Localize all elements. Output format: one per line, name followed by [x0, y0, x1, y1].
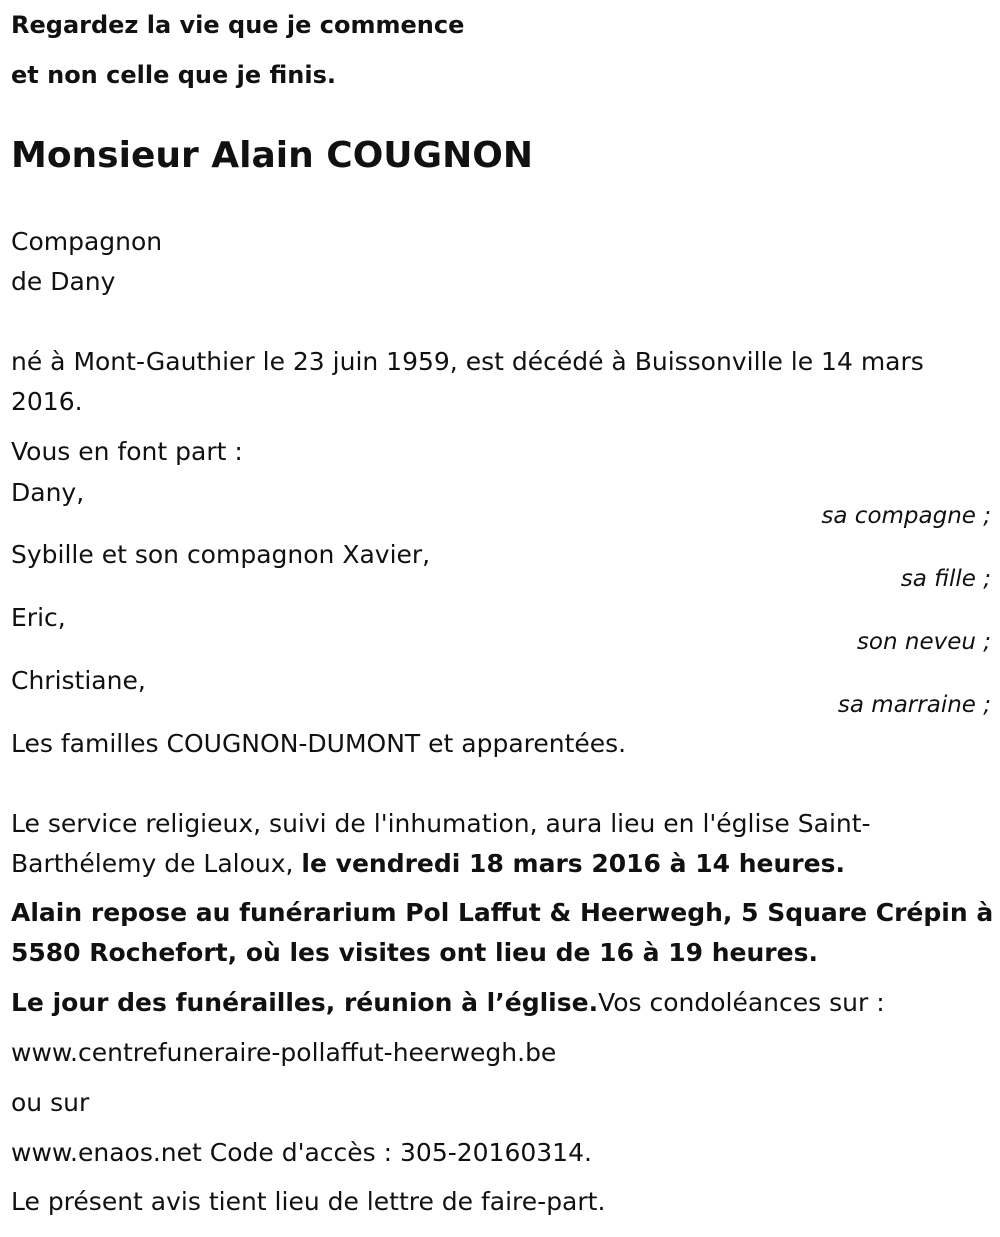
service-date: le vendredi 18 mars 2016 à 14 heures.: [301, 849, 845, 878]
partner-line-1: Compagnon: [11, 227, 163, 256]
funeral-home-line-1: Alain repose au funérarium Pol Laffut & Heerwegh, 5 Square Crépin à: [11, 898, 994, 927]
family-member-relation: sa marraine ;: [837, 692, 991, 718]
family-member-relation: sa compagne ;: [821, 503, 991, 529]
families-text: Les familles COUGNON-DUMONT et apparentées.: [11, 729, 627, 758]
family-member-name: Sybille et son compagnon Xavier,: [11, 540, 431, 569]
website-link-2[interactable]: www.enaos.net Code d'accès : 305-20160314.: [11, 1138, 592, 1167]
family-member-relation: sa fille ;: [900, 566, 991, 592]
birth-death-line-2: 2016.: [11, 387, 83, 416]
funeral-day-line: [11, 988, 885, 1018]
funeral-day-bold: Le jour des funérailles, réunion à l’église.: [11, 988, 599, 1017]
website-link-1[interactable]: www.centrefuneraire-pollaffut-heerwegh.be: [11, 1038, 557, 1067]
partner-line-2: de Dany: [11, 267, 116, 296]
birth-death-line-1: né à Mont-Gauthier le 23 juin 1959, est décédé à Buissonville le 14 mars: [11, 347, 924, 376]
service-line-1: Le service religieux, suivi de l'inhumation, aura lieu en l'église Saint-: [11, 809, 871, 838]
family-member-name: Eric,: [11, 603, 66, 632]
funeral-home-line-2: 5580 Rochefort, où les visites ont lieu de 16 à 19 heures.: [11, 938, 818, 967]
announce-text: Vous en font part :: [11, 437, 243, 466]
or-on-text: ou sur: [11, 1088, 90, 1117]
epigraph-line-2: et non celle que je finis.: [11, 61, 336, 89]
service-place: Barthélemy de Laloux,: [11, 849, 302, 878]
family-member-name: Christiane,: [11, 666, 146, 695]
deceased-name: Monsieur Alain COUGNON: [11, 135, 533, 176]
condolences-text: Vos condoléances sur :: [598, 988, 885, 1017]
closing-text: Le présent avis tient lieu de lettre de faire-part.: [11, 1187, 606, 1216]
family-member-name: Dany,: [11, 478, 85, 507]
family-member-relation: son neveu ;: [856, 629, 991, 655]
epigraph-line-1: Regardez la vie que je commence: [11, 11, 465, 39]
service-line-2: [11, 849, 845, 879]
